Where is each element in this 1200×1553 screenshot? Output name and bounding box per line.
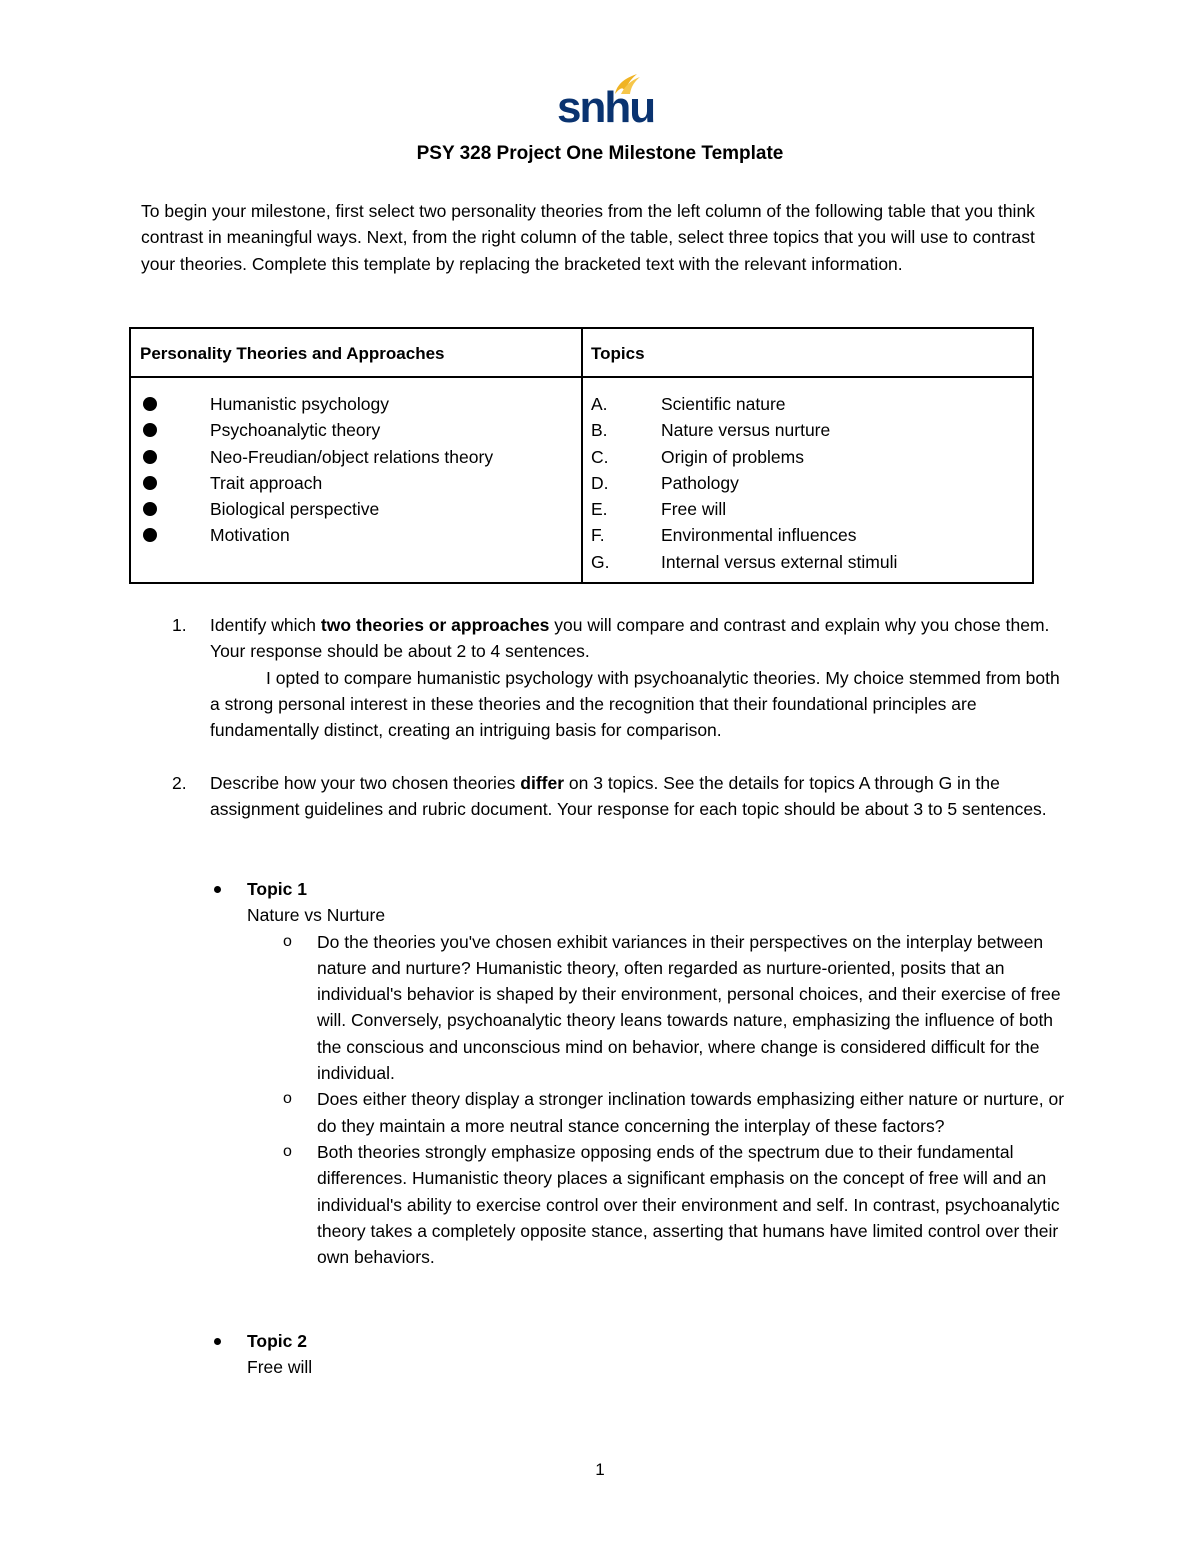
sub-bullet-icon: o bbox=[283, 1142, 292, 1160]
bullet-icon bbox=[143, 502, 157, 516]
page-number: 1 bbox=[595, 1460, 605, 1479]
snhu-logo bbox=[553, 70, 655, 134]
bullet-icon bbox=[214, 886, 221, 893]
bullet-icon bbox=[143, 476, 157, 490]
question-emphasis: differ bbox=[520, 773, 565, 793]
theories-topics-table: Personality Theories and Approaches Topics Humanistic psychology Psychoanalytic theory Neo-Freudian/object relations theory Trait approach Biological perspective Motivation A. Scientific nature B. Nature versus nurture C. Origin of problems D. Pathology E. Free will F. Environmental influences G. Internal versus external stimuli bbox=[129, 327, 1034, 584]
question-text: on 3 topics. See the details for topics A through G in the assignment guidelines and rubric document. Your response for each topic should be about 3 to 5 sentences. bbox=[210, 773, 1047, 820]
theories-header: Personality Theories and Approaches bbox=[140, 344, 445, 363]
topics-header: Topics bbox=[591, 344, 645, 363]
question-1-body bbox=[210, 612, 1060, 743]
bullet-icon bbox=[143, 450, 157, 464]
bullet-icon bbox=[143, 528, 157, 542]
question-text: Describe how your two chosen theories bbox=[210, 773, 521, 793]
question-text: Identify which bbox=[210, 615, 321, 635]
document-title: PSY 328 Project One Milestone Template bbox=[416, 143, 784, 164]
table-column-divider bbox=[581, 329, 583, 582]
topic-name: Nature vs Nurture bbox=[247, 905, 386, 926]
topic-name: Free will bbox=[247, 1357, 313, 1378]
question-emphasis: two theories or approaches bbox=[320, 615, 550, 635]
sub-item: o Do the theories you've chosen exhibit variances in their perspectives on the interplay between nature and nurture? Humanistic theory, often regarded as nurture-oriented, posits that an individual's behavior is shaped by their environment, personal choices, and their exercise of free will. Conversely, psychoanalytic theory leans towards nature, emphasizing the influence of both the conscious and unconscious mind on behavior, where change is considered difficult for the individual. bbox=[247, 929, 1067, 1087]
bullet-icon bbox=[143, 397, 157, 411]
intro-paragraph: To begin your milestone, first select two personality theories from the left column of the following table that you think contrast in meaningful ways. Next, from the right column of the table, select three topics that you will use to contrast your theories. Complete this template by replacing the bracketed text with the relevant information. bbox=[141, 201, 1035, 274]
logo-text: snhu bbox=[557, 83, 655, 132]
sub-bullet-icon: o bbox=[283, 1090, 292, 1108]
question-2-body bbox=[210, 770, 1060, 823]
sub-item: o Does either theory display a stronger inclination towards emphasizing either nature or nurture, or do they maintain a more neutral stance concerning the interplay of these factors? bbox=[247, 1086, 1067, 1139]
sub-bullet-icon: o bbox=[283, 932, 292, 950]
bullet-icon bbox=[214, 1338, 221, 1345]
question-number: 1. bbox=[172, 615, 187, 635]
answer-text: I opted to compare humanistic psychology with psychoanalytic theories. My choice stemmed from both a strong personal interest in these theories and the recognition that their foundational principles are fundamentally distinct, creating an intriguing basis for comparison. bbox=[210, 667, 1060, 741]
topic-label: Topic 2 bbox=[247, 1331, 307, 1351]
table-header-divider bbox=[131, 376, 1032, 378]
topic-label: Topic 1 bbox=[247, 879, 307, 899]
sub-item: o Both theories strongly emphasize opposing ends of the spectrum due to their fundamental differences. Humanistic theory places a significant emphasis on the concept of free will and an individual's ability to exercise control over their environment and self. In contrast, psychoanalytic theory takes a completely opposite stance, asserting that humans have limited control over their own behaviors. bbox=[247, 1139, 1067, 1270]
bullet-icon bbox=[143, 423, 157, 437]
question-text: you will compare and contrast and explain why you chose them. Your response should be about 2 to 4 sentences. bbox=[210, 615, 1050, 662]
question-number: 2. bbox=[172, 773, 187, 793]
